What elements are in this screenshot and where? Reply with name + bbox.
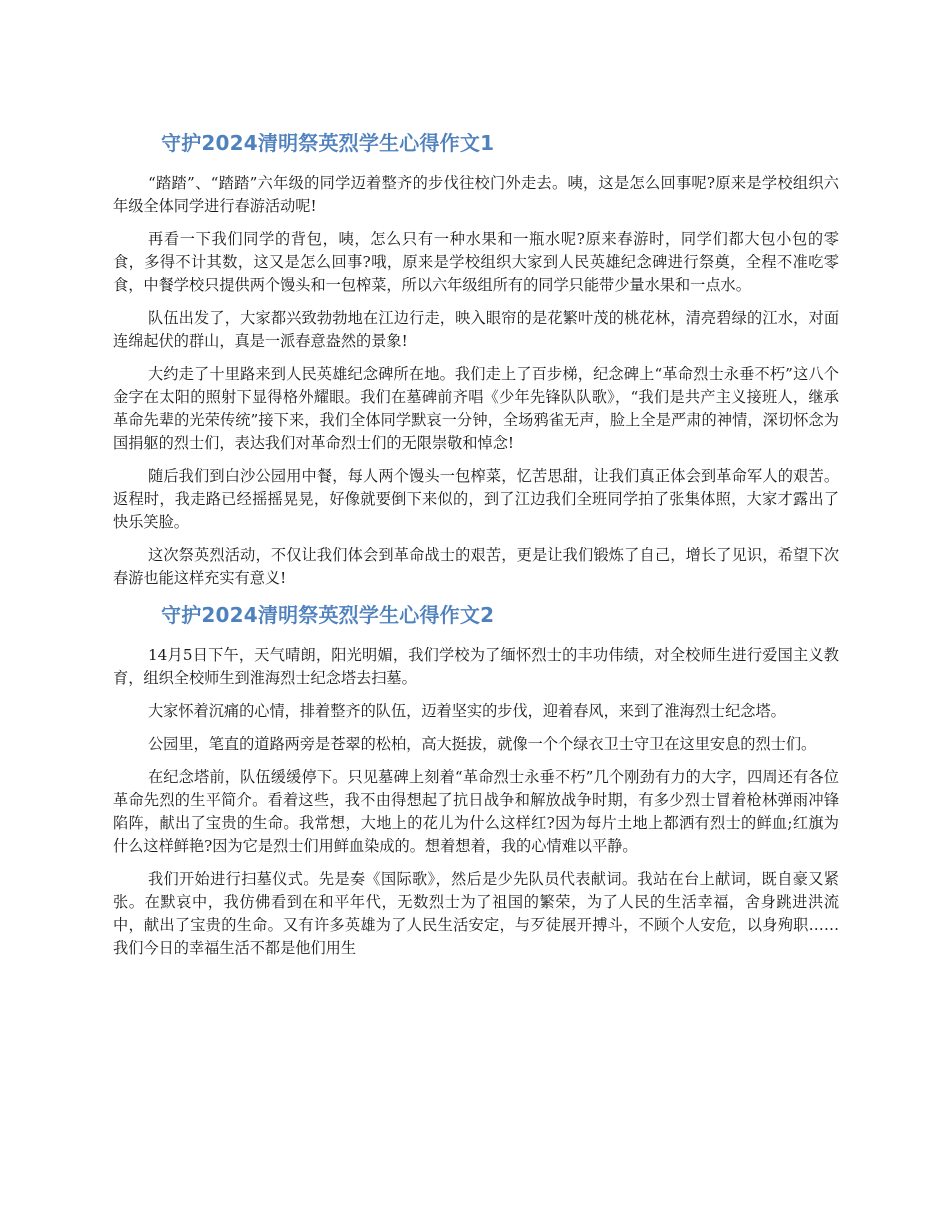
essay-2-paragraph-5: 我们开始进行扫墓仪式。先是奏《国际歌》，然后是少先队员代表献词。我站在台上献词，既自豪又紧张。在默哀中，我仿佛看到在和平年代，无数烈士为了祖国的繁荣，为了人民的生活幸福，舍身跳进洪流中，献出了宝贵的生命。又有许多英雄为了人民生活安定，与歹徒展开搏斗，不顾个人安危，以身殉职……我们今日的幸福生活不都是他们用生 (113, 870, 839, 957)
essay-1-paragraph-6: 这次祭英烈活动，不仅让我们体会到革命战士的艰苦，更是让我们锻炼了自己，增长了见识，希望下次春游也能这样充实有意义! (113, 546, 839, 587)
essay-title-1: 守护2024清明祭英烈学生心得作文1 (161, 131, 495, 155)
essay-title-2: 守护2024清明祭英烈学生心得作文2 (161, 603, 495, 627)
essay-1-paragraph-1: “踏踏”、“踏踏”六年级的同学迈着整齐的步伐往校门外走去。咦，这是怎么回事呢?原来是学校组织六年级全体同学进行春游活动呢! (113, 174, 839, 215)
essay-1-paragraph-3: 队伍出发了，大家都兴致勃勃地在江边行走，映入眼帘的是花繁叶茂的桃花林，清亮碧绿的江水，对面连绵起伏的群山，真是一派春意盎然的景象! (113, 309, 839, 350)
essay-1-paragraph-2: 再看一下我们同学的背包，咦，怎么只有一种水果和一瓶水呢?原来春游时，同学们都大包小包的零食，多得不计其数，这又是怎么回事?哦，原来是学校组织大家到人民英雄纪念碑进行祭奠，全程不准吃零食，中餐学校只提供两个馒头和一包榨菜，所以六年级组所有的同学只能带少量水果和一点水。 (113, 230, 839, 294)
essay-2-paragraph-3: 公园里，笔直的道路两旁是苍翠的松柏，高大挺拔，就像一个个绿衣卫士守卫在这里安息的烈士们。 (147, 735, 817, 753)
document-page (113, 128, 839, 970)
essay-1-paragraph-5: 随后我们到白沙公园用中餐，每人两个馒头一包榨菜，忆苦思甜，让我们真正体会到革命军人的艰苦。返程时，我走路已经摇摇晃晃，好像就要倒下来似的，到了江边我们全班同学拍了张集体照，大家才露出了快乐笑脸。 (113, 467, 839, 531)
essay-2-paragraph-1: 14月5日下午，天气晴朗，阳光明媚，我们学校为了缅怀烈士的丰功伟绩，对全校师生进行爱国主义教育，组织全校师生到淮海烈士纪念塔去扫墓。 (113, 646, 839, 687)
essay-1-paragraph-4: 大约走了十里路来到人民英雄纪念碑所在地。我们走上了百步梯，纪念碑上“革命烈士永垂不朽”这八个金字在太阳的照射下显得格外耀眼。我们在墓碑前齐唱《少年先锋队队歌》，“我们是共产主义接班人，继承革命先辈的光荣传统”接下来，我们全体同学默哀一分钟，全场鸦雀无声，脸上全是严肃的神情，深切怀念为国捐躯的烈士们，表达我们对革命烈士们的无限崇敬和悼念! (113, 365, 839, 452)
essay-2-paragraph-4: 在纪念塔前，队伍缓缓停下。只见墓碑上刻着“革命烈士永垂不朽”几个刚劲有力的大字，四周还有各位革命先烈的生平简介。看着这些，我不由得想起了抗日战争和解放战争时期，有多少烈士冒着枪林弹雨冲锋陷阵，献出了宝贵的生命。我常想，大地上的花儿为什么这样红?因为每片土地上都洒有烈士的鲜血;红旗为什么这样鲜艳?因为它是烈士们用鲜血染成的。想着想着，我的心情难以平静。 (113, 768, 839, 855)
essay-2-paragraph-2: 大家怀着沉痛的心情，排着整齐的队伍，迈着坚实的步伐，迎着春风，来到了淮海烈士纪念塔。 (147, 702, 786, 720)
